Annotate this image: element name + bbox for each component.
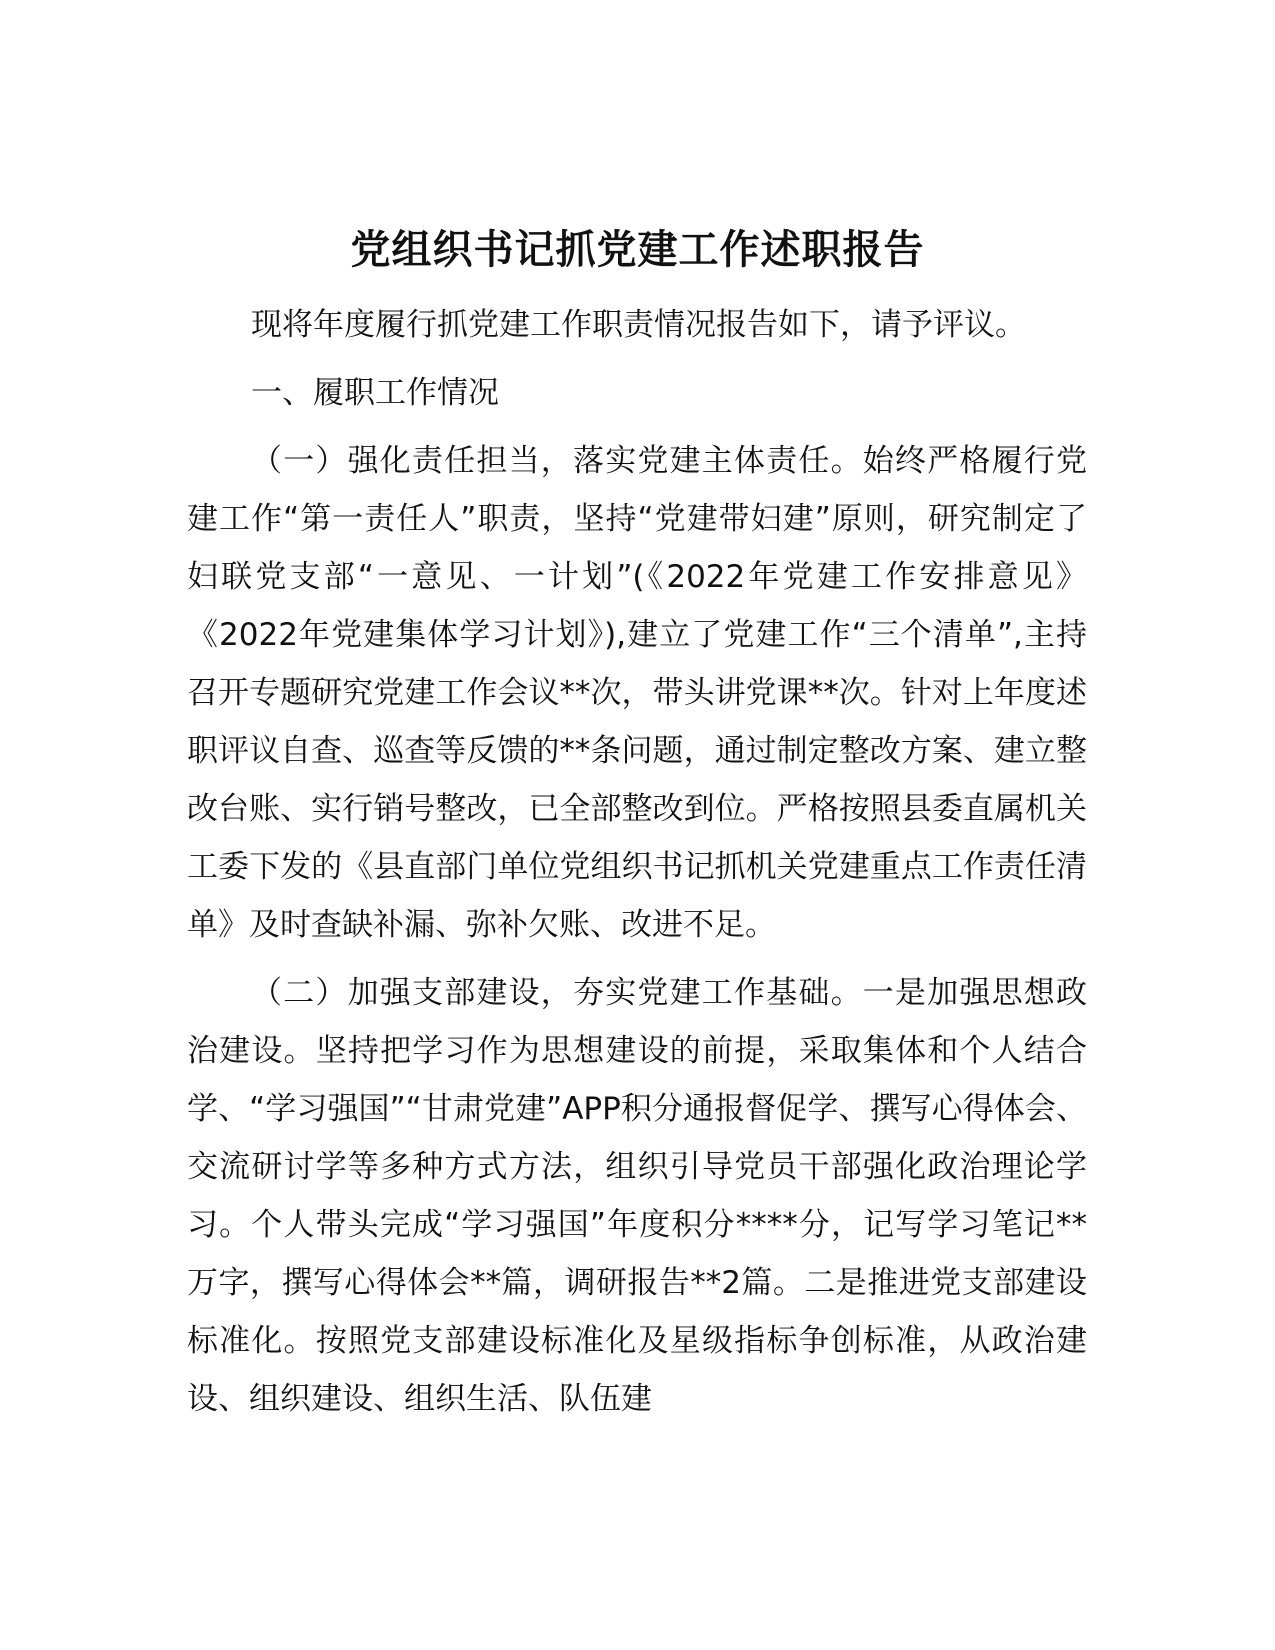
document-body bbox=[187, 296, 1087, 1428]
section-heading: 一、履职工作情况 bbox=[251, 375, 499, 411]
document-title: 党组织书记抓党建工作述职报告 bbox=[350, 227, 925, 273]
body-paragraph-1: （一）强化责任担当，落实党建主体责任。始终严格履行党建工作“第一责任人”职责，坚持“党建带妇建”原则，研究制定了妇联党支部“一意见、一计划”(《2022年党建工作安排意见》《2022年党建集体学习计划》),建立了党建工作“三个清单”,主持召开专题研究党建工作会议**次，带头讲党课**次。针对上年度述职评议自查、巡查等反馈的**条问题，通过制定整改方案、建立整改台账、实行销号整改，已全部整改到位。严格按照县委直属机关工委下发的《县直部门单位党组织书记抓机关党建重点工作责任清单》及时查缺补漏、弥补欠账、改进不足。 bbox=[187, 443, 1087, 943]
body-paragraph-2: （二）加强支部建设，夯实党建工作基础。一是加强思想政治建设。坚持把学习作为思想建设的前提，采取集体和个人结合学、“学习强国”“甘肃党建”APP积分通报督促学、撰写心得体会、交流研讨学等多种方式方法，组织引导党员干部强化政治理论学习。个人带头完成“学习强国”年度积分****分，记写学习笔记**万字，撰写心得体会**篇，调研报告**2篇。二是推进党支部建设标准化。按照党支部建设标准化及星级指标争创标准，从政治建设、组织建设、组织生活、队伍建 bbox=[187, 975, 1087, 1417]
intro-paragraph: 现将年度履行抓党建工作职责情况报告如下，请予评议。 bbox=[251, 307, 1026, 343]
